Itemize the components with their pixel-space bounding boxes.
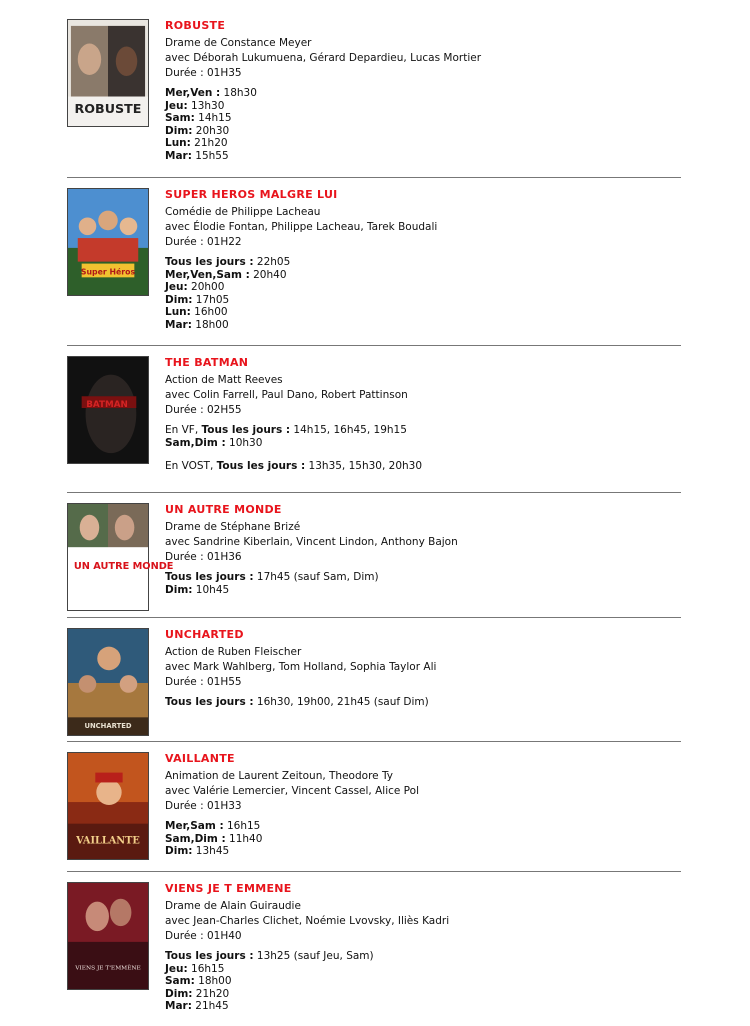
divider — [67, 345, 681, 346]
showtime-row: Mar: 15h55 — [165, 149, 229, 162]
svg-text:UN AUTRE MONDE: UN AUTRE MONDE — [73, 560, 174, 572]
film-cast: avec Sandrine Kiberlain, Vincent Lindon, Anthony Bajon — [165, 536, 458, 548]
film-title: THE BATMAN — [165, 356, 249, 369]
showtime-row: Sam: 18h00 — [165, 975, 232, 987]
film-duration: Durée : 01H22 — [165, 236, 242, 248]
showtime-row: Jeu: 13h30 — [165, 99, 225, 112]
film-title: VIENS JE T EMMENE — [165, 882, 292, 895]
showtime-row: Tous les jours : 22h05 — [165, 256, 291, 268]
film-cast: avec Valérie Lemercier, Vincent Cassel, Alice Pol — [165, 785, 419, 797]
showtime-row: Tous les jours : 17h45 (sauf Sam, Dim) — [165, 571, 379, 583]
divider — [67, 177, 681, 178]
showtimes — [165, 820, 681, 858]
showtimes — [165, 571, 681, 596]
film-genre: Comédie de Philippe Lacheau — [165, 206, 321, 218]
poster-superheros[interactable] — [67, 188, 149, 296]
svg-text:UNCHARTED: UNCHARTED — [84, 722, 132, 731]
film-cast: avec Jean-Charles Clichet, Noémie Lvovsky, Iliès Kadri — [165, 915, 450, 927]
poster-robuste[interactable] — [67, 19, 149, 127]
film-genre: Animation de Laurent Zeitoun, Theodore Ty — [165, 770, 393, 782]
film-duration: Durée : 01H33 — [165, 800, 242, 812]
film-duration: Durée : 01H40 — [165, 930, 242, 942]
poster-vaillante[interactable] — [67, 752, 149, 860]
showtimes — [165, 696, 681, 709]
film-duration: Durée : 01H36 — [165, 551, 242, 563]
showtime-row: Dim: 10h45 — [165, 583, 230, 596]
showtime-row: Jeu: 16h15 — [165, 962, 225, 975]
svg-text:Super Héros: Super Héros — [80, 267, 136, 277]
showtime-row: En VF, Tous les jours : 14h15, 16h45, 19h15 — [165, 424, 407, 436]
film-cast: avec Mark Wahlberg, Tom Holland, Sophia Taylor Ali — [165, 661, 437, 673]
svg-text:ROBUSTE: ROBUSTE — [74, 101, 142, 117]
film-genre: Drame de Alain Guiraudie — [165, 900, 301, 912]
showtime-row: Dim: 21h20 — [165, 987, 230, 1000]
film-cast: avec Colin Farrell, Paul Dano, Robert Pattinson — [165, 389, 408, 401]
showtime-row: Sam: 14h15 — [165, 112, 232, 124]
film-cast: avec Élodie Fontan, Philippe Lacheau, Tarek Boudali — [165, 221, 438, 233]
film-title: UNCHARTED — [165, 628, 244, 641]
showtime-row: Mer,Ven : 18h30 — [165, 87, 257, 99]
svg-text:BATMAN: BATMAN — [86, 400, 128, 411]
divider — [67, 871, 681, 872]
svg-text:VIENS JE T'EMMÈNE: VIENS JE T'EMMÈNE — [75, 965, 141, 972]
poster-batman[interactable] — [67, 356, 149, 464]
film-genre: Drame de Stéphane Brizé — [165, 521, 301, 533]
showtime-row: Dim: 20h30 — [165, 124, 230, 137]
poster-uncharted[interactable] — [67, 628, 149, 736]
film-duration: Durée : 01H55 — [165, 676, 242, 688]
showtime-row: Mar: 18h00 — [165, 318, 229, 331]
film-title: UN AUTRE MONDE — [165, 503, 282, 516]
film-cast: avec Déborah Lukumuena, Gérard Depardieu, Lucas Mortier — [165, 52, 482, 64]
showtime-row: Sam,Dim : 10h30 — [165, 436, 263, 449]
showtimes — [165, 256, 681, 331]
showtimes-vf — [165, 424, 681, 449]
showtime-row: Mar: 21h45 — [165, 1000, 229, 1012]
showtimes-vost — [165, 460, 681, 473]
showtime-row: Dim: 17h05 — [165, 293, 230, 306]
showtime-row: Lun: 21h20 — [165, 137, 228, 149]
film-title: ROBUSTE — [165, 19, 226, 32]
svg-text:VAILLANTE: VAILLANTE — [76, 835, 140, 847]
film-duration: Durée : 02H55 — [165, 404, 242, 416]
divider — [67, 492, 681, 493]
showtime-row: Lun: 16h00 — [165, 306, 228, 318]
poster-autremonde[interactable] — [67, 503, 174, 611]
showtime-row: En VOST, Tous les jours : 13h35, 15h30, 20h30 — [165, 460, 423, 472]
showtimes — [165, 950, 681, 1013]
showtime-row: Sam,Dim : 11h40 — [165, 832, 263, 845]
film-title: SUPER HEROS MALGRE LUI — [165, 188, 338, 201]
showtime-row: Mer,Sam : 16h15 — [165, 820, 261, 832]
divider — [67, 617, 681, 618]
showtime-row: Tous les jours : 13h25 (sauf Jeu, Sam) — [165, 950, 374, 962]
showtime-row: Tous les jours : 16h30, 19h00, 21h45 (sauf Dim) — [165, 696, 429, 708]
film-title: VAILLANTE — [165, 752, 235, 765]
showtimes — [165, 87, 681, 162]
film-genre: Drame de Constance Meyer — [165, 37, 312, 49]
poster-viens[interactable] — [67, 882, 149, 990]
film-duration: Durée : 01H35 — [165, 67, 242, 79]
film-genre: Action de Matt Reeves — [165, 374, 283, 386]
showtime-row: Dim: 13h45 — [165, 845, 230, 857]
divider — [67, 741, 681, 742]
showtime-row: Mer,Ven,Sam : 20h40 — [165, 268, 287, 281]
showtime-row: Jeu: 20h00 — [165, 281, 225, 293]
film-genre: Action de Ruben Fleischer — [165, 646, 302, 658]
